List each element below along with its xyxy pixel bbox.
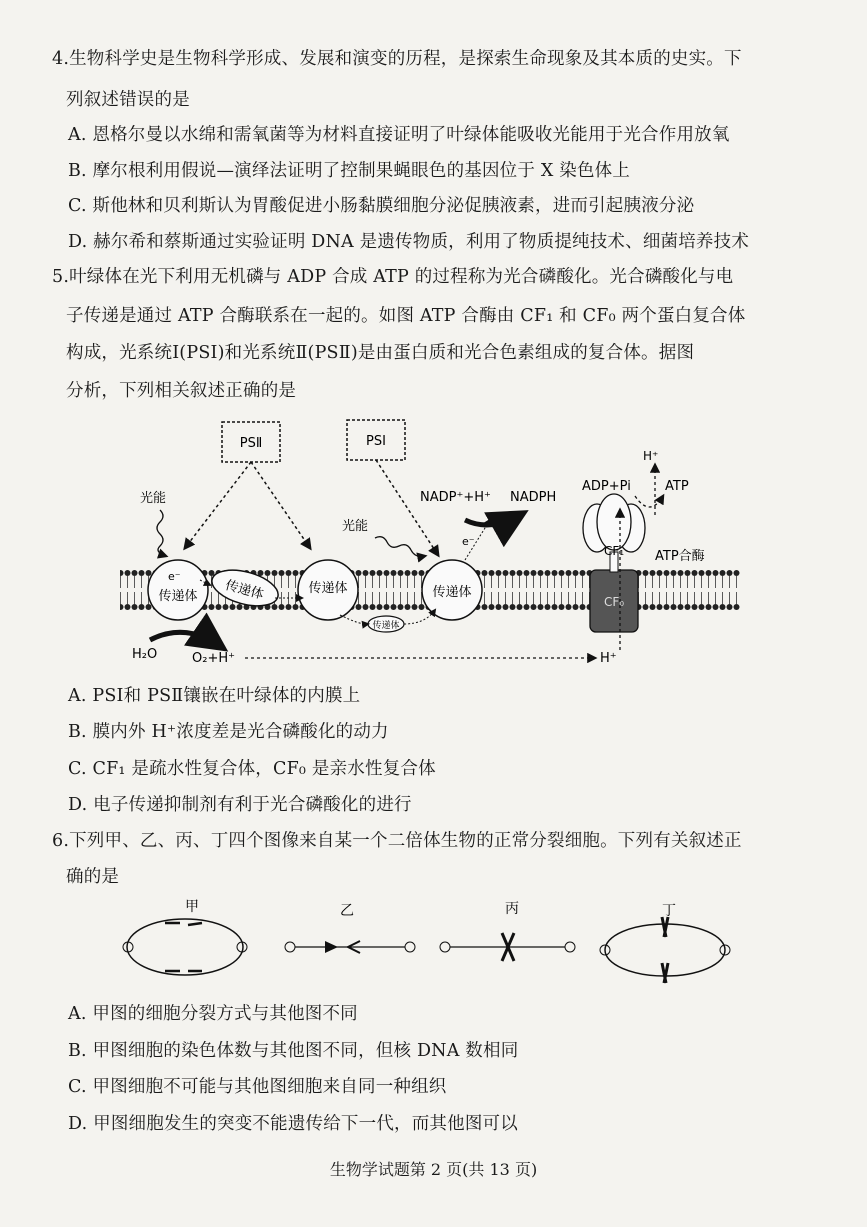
svg-text:e⁻: e⁻ (462, 535, 475, 548)
q4-option-c: C. 斯他林和贝利斯认为胃酸促进小肠黏膜细胞分泌促胰液素，进而引起胰液分泌 (68, 196, 695, 216)
svg-text:PSⅠ: PSⅠ (366, 434, 386, 449)
page-footer: 生物学试题第 2 页(共 13 页) (329, 1160, 538, 1179)
q6-stem-line1: 6.下列甲、乙、丙、丁四个图像来自某一个二倍体生物的正常分裂细胞。下列有关叙述正 (52, 831, 742, 851)
q5-option-c: C. CF₁ 是疏水性复合体，CF₀ 是亲水性复合体 (68, 759, 436, 779)
light-energy-label-1: 光能 (140, 491, 167, 506)
cell-bing (440, 933, 575, 961)
nadp-label: NADP⁺+H⁺ (420, 490, 491, 505)
svg-text:ATP合酶: ATP合酶 (655, 549, 705, 564)
psii-carrier (148, 560, 208, 620)
svg-text:传递体: 传递体 (223, 578, 266, 603)
label-yi: 乙 (340, 903, 354, 919)
svg-text:传递体: 传递体 (372, 621, 400, 631)
psi-carrier (422, 560, 482, 620)
q5-stem-line2: 子传递是通过 ATP 合酶联系在一起的。如图 ATP 合酶由 CF₁ 和 CF₀ 两个蛋白复合体 (66, 306, 746, 326)
q6-option-a: A. 甲图的细胞分裂方式与其他图不同 (68, 1004, 358, 1024)
h-plus-bottom: H⁺ (600, 651, 617, 666)
q4-option-a: A. 恩格尔曼以水绵和需氧菌等为材料直接证明了叶绿体能吸收光能用于光合作用放氧 (68, 125, 730, 145)
q4-option-b: B. 摩尔根利用假说—演绎法证明了控制果蝇眼色的基因位于 X 染色体上 (68, 161, 631, 181)
light-energy-label-2: 光能 (342, 519, 369, 534)
cell-division-figure (110, 895, 750, 990)
svg-text:PSⅡ: PSⅡ (239, 436, 263, 451)
photosynthesis-membrane-diagram (110, 410, 750, 675)
cytochrome-carrier (298, 560, 358, 620)
svg-text:CF₀: CF₀ (603, 595, 625, 609)
q6-stem-line2: 确的是 (66, 867, 120, 887)
cell-jia (123, 919, 247, 975)
q4-stem-line1: 4.生物科学史是生物科学形成、发展和演变的历程，是探索生命现象及其本质的史实。下 (52, 49, 742, 69)
psii-box (222, 422, 280, 462)
q5-option-d: D. 电子传递抑制剂有利于光合磷酸化的进行 (68, 795, 412, 815)
h2o-label: H₂O (132, 647, 158, 662)
o2-label: O₂+H⁺ (192, 651, 235, 666)
q4-stem-line2: 列叙述错误的是 (66, 90, 190, 110)
label-jia: 甲 (185, 899, 199, 915)
q5-option-b: B. 膜内外 H⁺浓度差是光合磷酸化的动力 (68, 722, 389, 742)
psi-box (347, 420, 405, 460)
label-ding: 丁 (662, 903, 676, 919)
q5-option-a: A. PSⅠ和 PSⅡ镶嵌在叶绿体的内膜上 (68, 686, 361, 706)
svg-text:传递体: 传递体 (158, 589, 198, 604)
nadph-label: NADPH (510, 490, 557, 505)
svg-text:CF₁: CF₁ (603, 544, 625, 558)
svg-text:传递体: 传递体 (432, 585, 472, 600)
cell-ding (600, 917, 730, 983)
svg-text:传递体: 传递体 (308, 581, 348, 596)
h-plus-top: H⁺ (643, 449, 659, 463)
label-bing: 丙 (505, 901, 519, 917)
q6-option-b: B. 甲图细胞的染色体数与其他图不同，但核 DNA 数相同 (68, 1041, 519, 1061)
q5-stem-line4: 分析，下列相关叙述正确的是 (66, 381, 297, 401)
atp-label: ATP (665, 479, 689, 494)
small-carrier (368, 616, 404, 632)
adp-label: ADP+Pi (582, 479, 631, 494)
q4-option-d: D. 赫尔希和蔡斯通过实验证明 DNA 是遗传物质，利用了物质提纯技术、细菌培养技术 (68, 232, 750, 252)
q5-stem-line1: 5.叶绿体在光下利用无机磷与 ADP 合成 ATP 的过程称为光合磷酸化。光合磷酸化与电 (52, 267, 734, 287)
q6-option-d: D. 甲图细胞发生的突变不能遗传给下一代，而其他图可以 (68, 1114, 518, 1134)
q6-option-c: C. 甲图细胞不可能与其他图细胞来自同一种组织 (68, 1077, 447, 1097)
svg-text:e⁻: e⁻ (168, 570, 181, 583)
cell-yi (285, 941, 415, 953)
q5-stem-line3: 构成，光系统Ⅰ(PSⅠ)和光系统Ⅱ(PSⅡ)是由蛋白质和光合色素组成的复合体。据图 (66, 343, 695, 363)
